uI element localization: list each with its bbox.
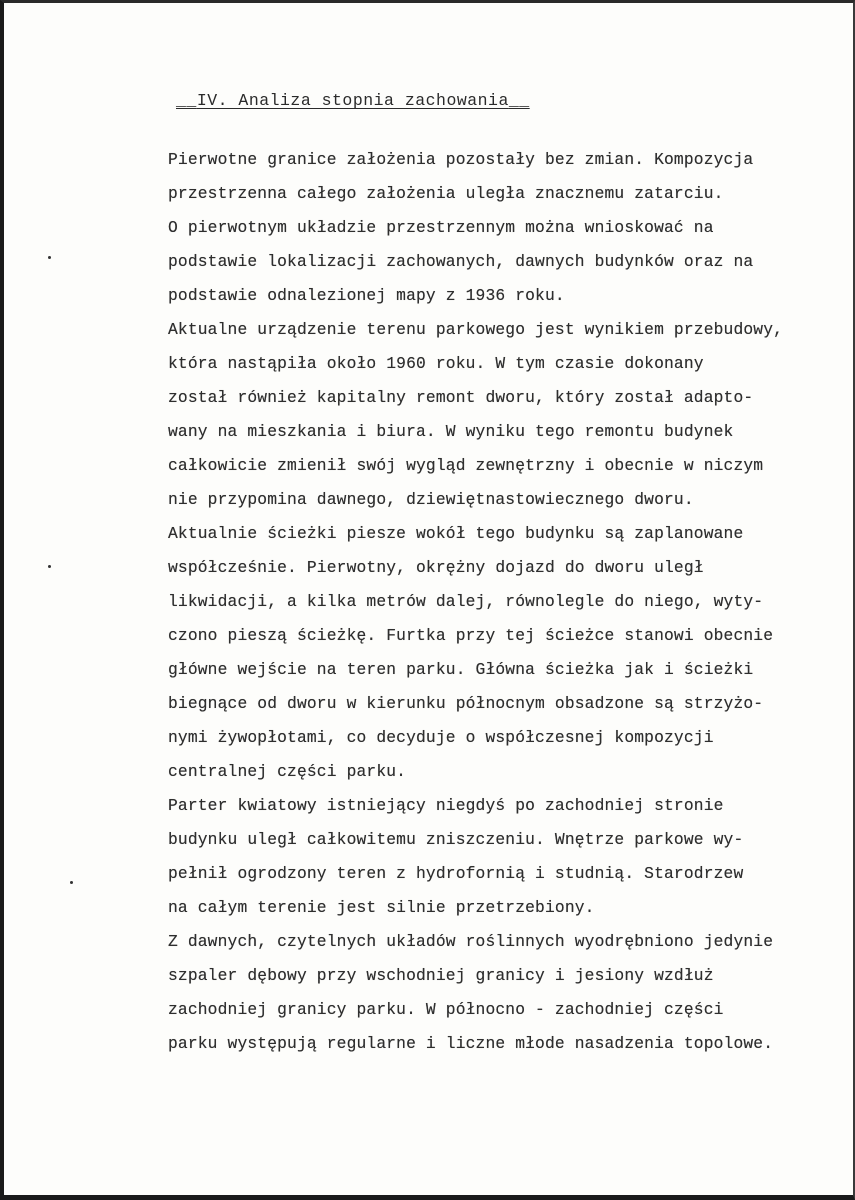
text-line: przestrzenna całego założenia uległa znacznemu zatarciu.: [168, 184, 724, 203]
text-line: Parter kwiatowy istniejący niegdyś po zachodniej stronie: [168, 796, 724, 815]
margin-mark: [48, 565, 51, 568]
text-line: wany na mieszkania i biura. W wyniku tego remontu budynek: [168, 422, 734, 441]
text-line: zachodniej granicy parku. W północno - zachodniej części: [168, 1000, 724, 1019]
text-line: Z dawnych, czytelnych układów roślinnych wyodrębniono jedynie: [168, 932, 774, 951]
text-line: podstawie lokalizacji zachowanych, dawnych budynków oraz na: [168, 252, 754, 271]
heading-leader-left: __: [176, 91, 197, 110]
text-line: nymi żywopłotami, co decyduje o współczesnej kompozycji: [168, 728, 714, 747]
text-line: budynku uległ całkowitemu zniszczeniu. Wnętrze parkowe wy-: [168, 830, 744, 849]
heading-leader-right: __: [508, 91, 530, 110]
text-line: likwidacji, a kilka metrów dalej, równolegle do niego, wyty-: [168, 592, 764, 611]
text-line: która nastąpiła około 1960 roku. W tym czasie dokonany: [168, 354, 704, 373]
text-line: na całym terenie jest silnie przetrzebiony.: [168, 898, 595, 917]
text-line: parku występują regularne i liczne młode nasadzenia topolowe.: [168, 1034, 774, 1053]
text-line: biegnące od dworu w kierunku północnym obsadzone są strzyżo-: [168, 694, 764, 713]
text-line: centralnej części parku.: [168, 762, 407, 781]
body-text: [168, 143, 818, 1061]
text-line: podstawie odnalezionej mapy z 1936 roku.: [168, 286, 565, 305]
text-line: Aktualne urządzenie terenu parkowego jest wynikiem przebudowy,: [168, 320, 784, 339]
text-line: pełnił ogrodzony teren z hydrofornią i studnią. Starodrzew: [168, 864, 744, 883]
margin-mark: [70, 881, 73, 884]
section-heading: [176, 91, 530, 110]
text-line: nie przypomina dawnego, dziewiętnastowiecznego dworu.: [168, 490, 694, 509]
text-line: współcześnie. Pierwotny, okrężny dojazd do dworu uległ: [168, 558, 704, 577]
text-line: główne wejście na teren parku. Główna ścieżka jak i ścieżki: [168, 660, 754, 679]
text-line: czono pieszą ścieżkę. Furtka przy tej ścieżce stanowi obecnie: [168, 626, 774, 645]
text-line: O pierwotnym układzie przestrzennym można wnioskować na: [168, 218, 714, 237]
text-line: całkowicie zmienił swój wygląd zewnętrzny i obecnie w niczym: [168, 456, 764, 475]
text-line: Pierwotne granice założenia pozostały bez zmian. Kompozycja: [168, 150, 754, 169]
margin-mark: [48, 256, 51, 259]
heading-text: IV. Analiza stopnia zachowania: [196, 91, 509, 110]
text-line: Aktualnie ścieżki piesze wokół tego budynku są zaplanowane: [168, 524, 744, 543]
text-line: został również kapitalny remont dworu, który został adapto-: [168, 388, 754, 407]
text-line: szpaler dębowy przy wschodniej granicy i jesiony wzdłuż: [168, 966, 714, 985]
